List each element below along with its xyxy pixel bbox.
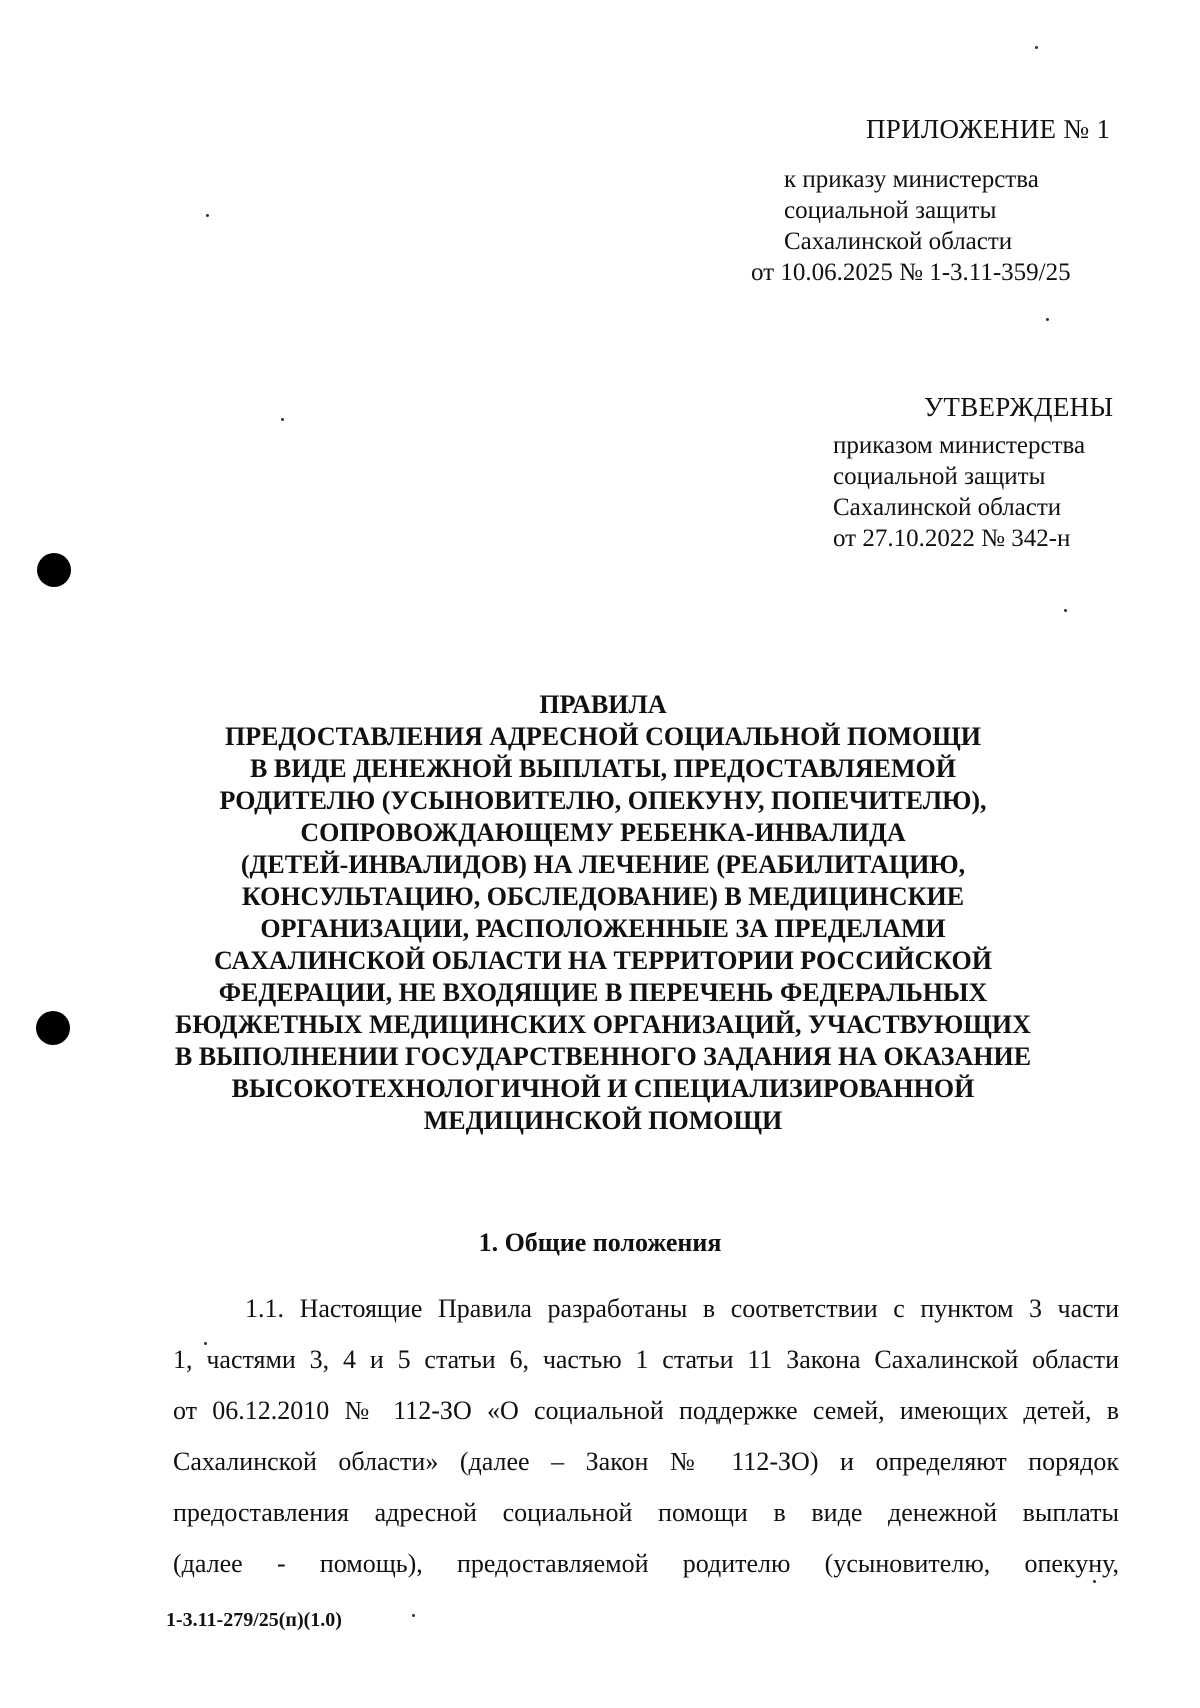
scan-speck (412, 1614, 415, 1617)
approved-reference (833, 430, 1133, 554)
paragraph-line: предоставления адресной социальной помощи в виде денежной выплаты (173, 1498, 1119, 1527)
approved-line: приказом министерства (833, 432, 1086, 459)
annex-line: к приказу министерства (784, 166, 1039, 193)
paragraph-line: (далее - помощь), предоставляемой родителю (усыновителю, опекуну, (173, 1549, 1119, 1578)
title-line: ПРЕДОСТАВЛЕНИЯ АДРЕСНОЙ СОЦИАЛЬНОЙ ПОМОЩИ (224, 722, 982, 751)
title-line: ВЫСОКОТЕХНОЛОГИЧНОЙ И СПЕЦИАЛИЗИРОВАННОЙ (231, 1074, 975, 1103)
document-code: 1-3.11-279/25(п)(1.0) (166, 1609, 342, 1631)
paragraph-line: 1, частями 3, 4 и 5 статьи 6, частью 1 статьи 11 Закона Сахалинской области (173, 1345, 1119, 1374)
paragraph-line: от 06.12.2010 № 112-ЗО «О социальной поддержке семей, имеющих детей, в (173, 1396, 1119, 1425)
document-title (150, 689, 1056, 1137)
title-line: РОДИТЕЛЮ (УСЫНОВИТЕЛЮ, ОПЕКУНУ, ПОПЕЧИТЕЛЮ), (219, 786, 987, 815)
annex-line-right: защиты (915, 197, 997, 224)
title-line: БЮДЖЕТНЫХ МЕДИЦИНСКИХ ОРГАНИЗАЦИЙ, УЧАСТВУЮЩИХ (175, 1010, 1031, 1039)
annex-line-justified (784, 195, 1088, 226)
title-line: КОНСУЛЬТАЦИЮ, ОБСЛЕДОВАНИЕ) В МЕДИЦИНСКИЕ (241, 882, 965, 911)
scan-speck (1064, 609, 1067, 612)
approved-order-number: от 27.10.2022 № 342-н (833, 525, 1071, 552)
paragraph-line: 1.1. Настоящие Правила разработаны в соответствии с пунктом 3 части (245, 1294, 1119, 1323)
scan-speck (1046, 318, 1049, 321)
annex-order-number: от 10.06.2025 № 1-3.11-359/25 (751, 259, 1071, 286)
scan-speck (1035, 46, 1038, 49)
approved-line: Сахалинской области (833, 494, 1062, 521)
annex-reference (751, 164, 1122, 288)
approved-line-left: социальной (833, 463, 958, 490)
approved-line-justified (833, 461, 1119, 492)
title-line: В ВЫПОЛНЕНИИ ГОСУДАРСТВЕННОГО ЗАДАНИЯ НА ОКАЗАНИЕ (174, 1042, 1032, 1071)
title-line: ПРАВИЛА (539, 690, 667, 719)
punch-hole-mark (36, 1011, 70, 1045)
annex-line: Сахалинской области (784, 228, 1013, 255)
approved-title: УТВЕРЖДЕНЫ (924, 392, 1114, 422)
title-line: МЕДИЦИНСКОЙ ПОМОЩИ (423, 1106, 783, 1135)
paragraph-line: Сахалинской области» (далее – Закон № 112-ЗО) и определяют порядок (173, 1447, 1119, 1476)
title-line: ФЕДЕРАЦИИ, НЕ ВХОДЯЩИЕ В ПЕРЕЧЕНЬ ФЕДЕРАЛЬНЫХ (218, 978, 988, 1007)
title-line: САХАЛИНСКОЙ ОБЛАСТИ НА ТЕРРИТОРИИ РОССИЙСКОЙ (214, 946, 992, 975)
scan-speck (206, 214, 209, 217)
scan-speck (281, 418, 284, 421)
title-line: В ВИДЕ ДЕНЕЖНОЙ ВЫПЛАТЫ, ПРЕДОСТАВЛЯЕМОЙ (250, 754, 956, 783)
title-line: ОРГАНИЗАЦИИ, РАСПОЛОЖЕННЫЕ ЗА ПРЕДЕЛАМИ (260, 914, 946, 943)
annex-line-left: социальной (784, 197, 909, 224)
punch-hole-mark (37, 553, 71, 587)
title-line: СОПРОВОЖДАЮЩЕМУ РЕБЕНКА-ИНВАЛИДА (300, 818, 906, 847)
annex-title: ПРИЛОЖЕНИЕ № 1 (866, 114, 1111, 144)
section-heading: 1. Общие положения (478, 1228, 722, 1257)
body-paragraph (173, 1283, 1119, 1589)
title-line: (ДЕТЕЙ-ИНВАЛИДОВ) НА ЛЕЧЕНИЕ (РЕАБИЛИТАЦИЮ, (240, 850, 966, 879)
approved-line-right: защиты (964, 463, 1046, 490)
